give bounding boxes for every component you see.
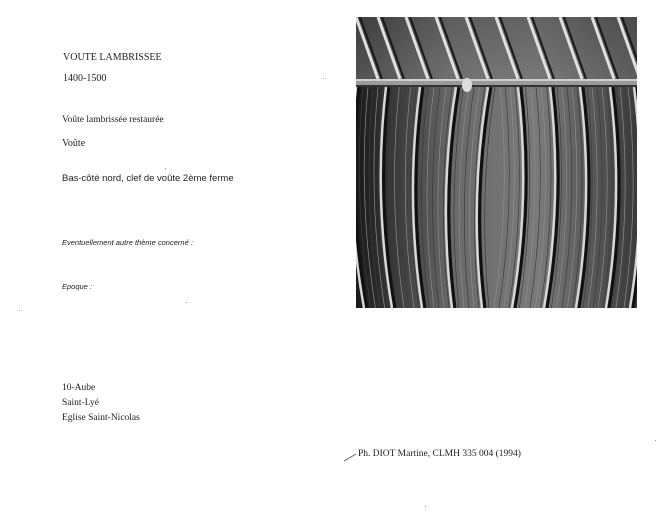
vault-image [356, 17, 637, 308]
record-designation: Voûte lambrissée restaurée [62, 115, 164, 125]
scan-speck [323, 78, 324, 79]
vault-photograph [356, 17, 637, 308]
scan-speck [165, 168, 166, 169]
record-department: 10-Aube [62, 383, 96, 393]
record-title: VOUTE LAMBRISSEE [63, 52, 162, 63]
vault-keystone-boss [462, 78, 472, 92]
other-theme-label: Eventuellement autre thème concerné : [62, 238, 193, 247]
record-category: Voûte [62, 138, 86, 149]
credit-tick-mark [343, 452, 357, 462]
scan-speck [19, 310, 20, 311]
record-location-detail: Bas-côté nord, clef de voûte 2ème ferme [62, 173, 234, 184]
record-dates: 1400-1500 [63, 73, 107, 84]
record-commune: Saint-Lyé [62, 398, 99, 408]
record-building: Eglise Saint-Nicolas [62, 413, 140, 423]
epoch-label: Epoque : [62, 282, 93, 291]
scan-speck [425, 506, 426, 507]
scan-speck [186, 302, 187, 303]
photo-credit: Ph. DIOT Martine, CLMH 335 004 (1994) [358, 449, 521, 459]
scan-speck [655, 440, 656, 441]
